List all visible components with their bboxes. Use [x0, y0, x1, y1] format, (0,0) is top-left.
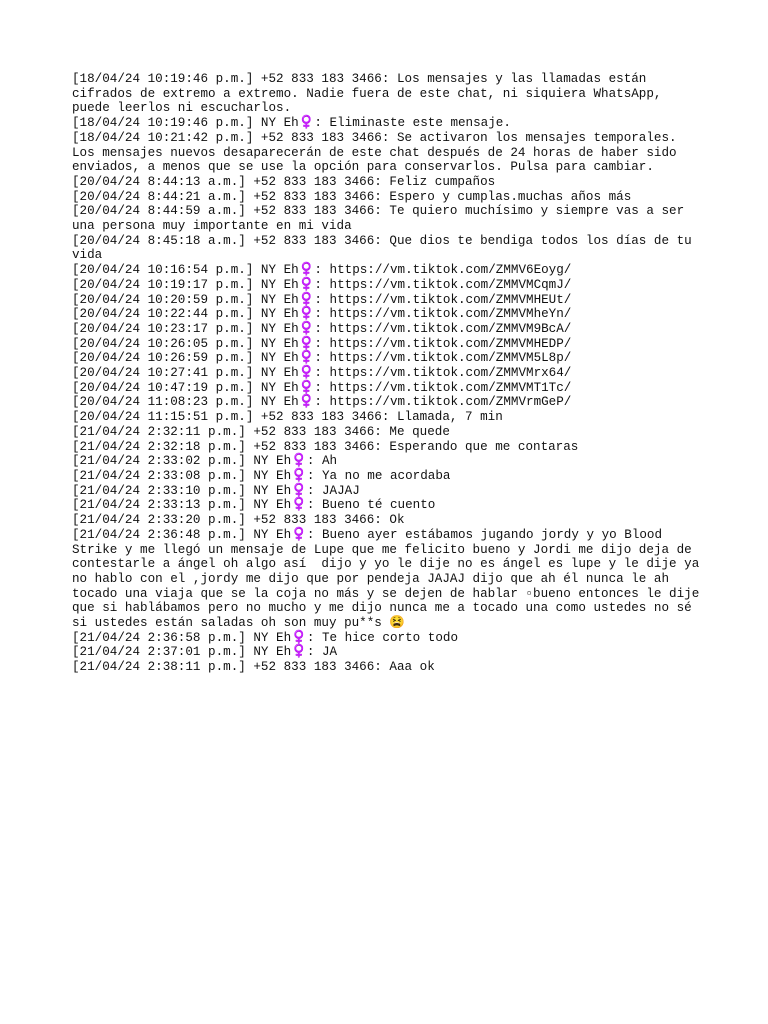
message-line: [21/04/24 2:33:20 p.m.] +52 833 183 3466: Ok [72, 513, 405, 528]
message-line: [20/04/24 10:26:59 p.m.] NY Eh♀️: https://vm.tiktok.com/ZMMVM5L8p/ [72, 351, 572, 366]
message-line: [21/04/24 2:32:11 p.m.] +52 833 183 3466: Me quede [72, 424, 450, 439]
message-line: [20/04/24 10:22:44 p.m.] NY Eh♀️: https://vm.tiktok.com/ZMMVMheYn/ [72, 307, 572, 322]
message-line: [20/04/24 10:26:05 p.m.] NY Eh♀️: https://vm.tiktok.com/ZMMVMHEDP/ [72, 336, 572, 351]
message-line: [21/04/24 2:33:02 p.m.] NY Eh♀️: Ah [72, 454, 338, 469]
message-line: [20/04/24 8:45:18 a.m.] +52 833 183 3466: Que dios te bendiga todos los días de tu vida [72, 233, 700, 263]
chat-transcript [72, 72, 707, 675]
message-line: [20/04/24 8:44:21 a.m.] +52 833 183 3466: Espero y cumplas.muchas años más [72, 189, 632, 204]
message-line: [21/04/24 2:33:10 p.m.] NY Eh♀️: JAJAJ [72, 483, 360, 498]
message-line: [18/04/24 10:19:46 p.m.] NY Eh♀️: Eliminaste este mensaje. [72, 116, 511, 131]
message-line: [21/04/24 2:33:08 p.m.] NY Eh♀️: Ya no me acordaba [72, 468, 451, 483]
message-line: [20/04/24 11:08:23 p.m.] NY Eh♀️: https://vm.tiktok.com/ZMMVrmGeP/ [72, 395, 572, 410]
message-line: [20/04/24 8:44:13 a.m.] +52 833 183 3466: Feliz cumpaños [72, 174, 496, 189]
message-line: [20/04/24 8:44:59 a.m.] +52 833 183 3466: Te quiero muchísimo y siempre vas a ser una persona muy importante en mi vida [72, 204, 692, 234]
message-line: [18/04/24 10:19:46 p.m.] +52 833 183 3466: Los mensajes y las llamadas están cifrados de extremo a extremo. Nadie fuera de este chat, ni siquiera WhatsApp, puede leerlos ni escucharlos. [72, 72, 670, 116]
message-line: [20/04/24 10:20:59 p.m.] NY Eh♀️: https://vm.tiktok.com/ZMMVMHEUt/ [72, 292, 572, 307]
message-line: [21/04/24 2:32:18 p.m.] +52 833 183 3466: Esperando que me contaras [72, 439, 579, 454]
message-line: [21/04/24 2:38:11 p.m.] +52 833 183 3466: Aaa ok [72, 660, 435, 675]
message-line: [21/04/24 2:33:13 p.m.] NY Eh♀️: Bueno té cuento [72, 498, 436, 513]
message-line: [20/04/24 10:47:19 p.m.] NY Eh♀️: https://vm.tiktok.com/ZMMVMT1Tc/ [72, 380, 572, 395]
message-line: [20/04/24 10:16:54 p.m.] NY Eh♀️: https://vm.tiktok.com/ZMMV6Eoyg/ [72, 263, 572, 278]
message-line: [20/04/24 10:27:41 p.m.] NY Eh♀️: https://vm.tiktok.com/ZMMVMrx64/ [72, 366, 572, 381]
message-line: [21/04/24 2:37:01 p.m.] NY Eh♀️: JA [72, 645, 338, 660]
message-line: [21/04/24 2:36:58 p.m.] NY Eh♀️: Te hice corto todo [72, 630, 458, 645]
message-line: [20/04/24 10:19:17 p.m.] NY Eh♀️: https://vm.tiktok.com/ZMMVMCqmJ/ [72, 277, 572, 292]
message-line: [20/04/24 11:15:51 p.m.] +52 833 183 3466: Llamada, 7 min [72, 410, 503, 425]
message-line: [20/04/24 10:23:17 p.m.] NY Eh♀️: https://vm.tiktok.com/ZMMVM9BcA/ [72, 321, 572, 336]
message-line: [18/04/24 10:21:42 p.m.] +52 833 183 3466: Se activaron los mensajes temporales. Los mensajes nuevos desaparecerán de este chat después de 24 horas de haber sido enviados, a menos que se use la opción para conservarlos. Pulsa para cambiar. [72, 130, 685, 175]
message-line: [21/04/24 2:36:48 p.m.] NY Eh♀️: Bueno ayer estábamos jugando jordy y yo Blood Strike y me llegó un mensaje de Lupe que me felicito bueno y Jordi me dijo deja de contestarle a ángel oh algo así dijo y yo le dije no es ángel es lupe y le dije ya no hablo con el ,jordy me dijo que por pendeja JAJAJ dijo que ah él nunca le ah tocado una viaja que se la coja no más y se dejen de hablar ▫bueno entonces le dije que si hablábamos pero no mucho y me dijo nunca me a tocado una como ustedes no sé si ustedes están saladas oh son muy pu**s 😫 [72, 527, 707, 631]
